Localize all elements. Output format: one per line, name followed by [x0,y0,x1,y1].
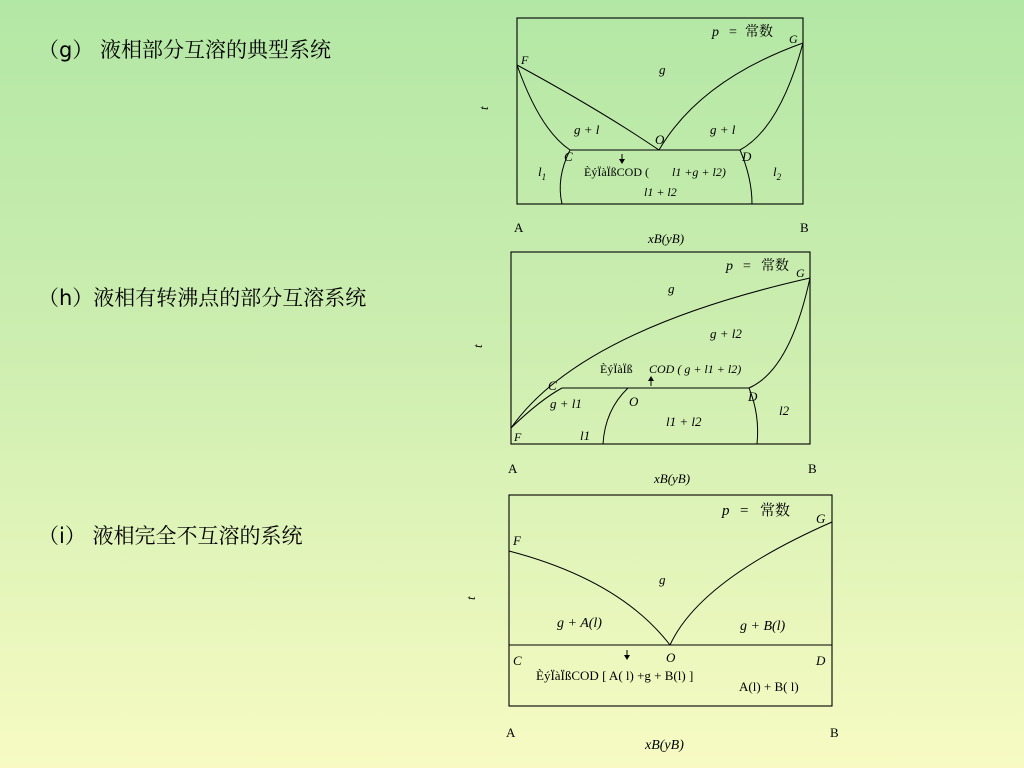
i-axis-t: t [463,596,478,600]
i-region-bottom: A(l) + B( l) [739,679,799,694]
i-region-g-Bl: g + B(l) [740,619,786,634]
h-three-phase-label: ÈýÏàÏß [600,362,633,376]
caption-i: （i） 液相完全不互溶的系统 [38,524,303,548]
i-region-gas: g [659,572,666,587]
g-arrow-head [619,159,625,164]
g-region-gl-right: g + l [710,122,736,137]
i-point-F: F [513,533,521,548]
h-point-C: C [548,378,557,393]
g-three-phase-rest: l1 +g + l2) [672,165,726,179]
g-region-gas: g [659,62,666,77]
h-region-g-l1: g + l1 [550,396,582,411]
i-const-label: 常数 [760,501,791,519]
g-axis-A: A [514,220,524,235]
h-region-l1-l2: l1 + l2 [666,414,702,429]
h-axis-t: t [470,344,485,348]
h-point-D: D [748,389,758,404]
g-region-l1: $l_1$ [538,164,547,182]
g-point-O: O [655,132,665,147]
g-curve-FO [517,65,659,150]
h-three-phase-rest: COD ( g + l1 + l2) [649,362,742,376]
h-axis-xlabel: xB(yB) [654,471,691,486]
diagram-g-frame [517,18,803,204]
h-curve-GD [749,278,810,388]
g-axis-B: B [800,220,809,235]
h-p-label: p [726,259,733,274]
i-point-C: C [513,653,522,668]
i-eq-label: = [740,503,749,519]
i-p-label: p [722,503,730,519]
h-eq-label: = [743,259,751,274]
diagram-h-frame [511,252,810,444]
i-axis-xlabel: xB(yB) [645,738,684,753]
g-const-label: 常数 [745,24,773,40]
g-curve-GD [740,43,803,150]
g-three-phase-label: ÈýÏàÏßCOD ( [584,165,649,179]
g-axis-t: t [476,106,491,110]
h-region-l1: l1 [580,428,591,443]
g-point-F: F [521,53,529,67]
g-region-l2: $l_2$ [773,164,782,182]
g-region-bottom: l1 + l2 [644,185,677,199]
i-axis-B: B [830,725,839,740]
h-region-l2: l2 [779,403,790,418]
h-axis-A: A [508,461,518,476]
diagram-i [463,495,839,753]
diagram-g [476,18,809,246]
g-p-label: p [712,25,719,40]
diagram-h [470,252,817,486]
h-curve-O-bottom [603,388,628,444]
i-point-O: O [666,650,676,665]
h-axis-B: B [808,461,817,476]
g-eq-label: = [729,25,737,40]
g-point-G: G [789,32,798,46]
h-arrow-head [648,376,654,381]
i-point-D: D [816,653,826,668]
caption-h: （h）液相有转沸点的部分互溶系统 [38,286,367,310]
g-region-gl-left: g + l [574,122,600,137]
h-region-g-l2: g + l2 [710,326,742,341]
h-point-O: O [629,394,639,409]
i-axis-A: A [506,725,516,740]
i-point-G: G [816,511,826,526]
h-point-G: G [796,266,805,280]
i-region-g-Al: g + A(l) [557,616,602,631]
h-const-label: 常数 [761,258,789,274]
g-curve-FC [517,65,570,150]
i-three-phase-label: ÈýÏàÏßCOD [ A( l) +g + B(l) ] [536,668,694,683]
caption-g: （g） 液相部分互溶的典型系统 [38,38,332,62]
g-axis-xlabel: xB(yB) [648,231,685,246]
i-arrow-head [624,655,630,660]
h-region-gas: g [668,281,675,296]
h-point-F: F [514,430,522,444]
g-point-D: D [742,149,752,164]
g-point-C: C [564,149,573,164]
